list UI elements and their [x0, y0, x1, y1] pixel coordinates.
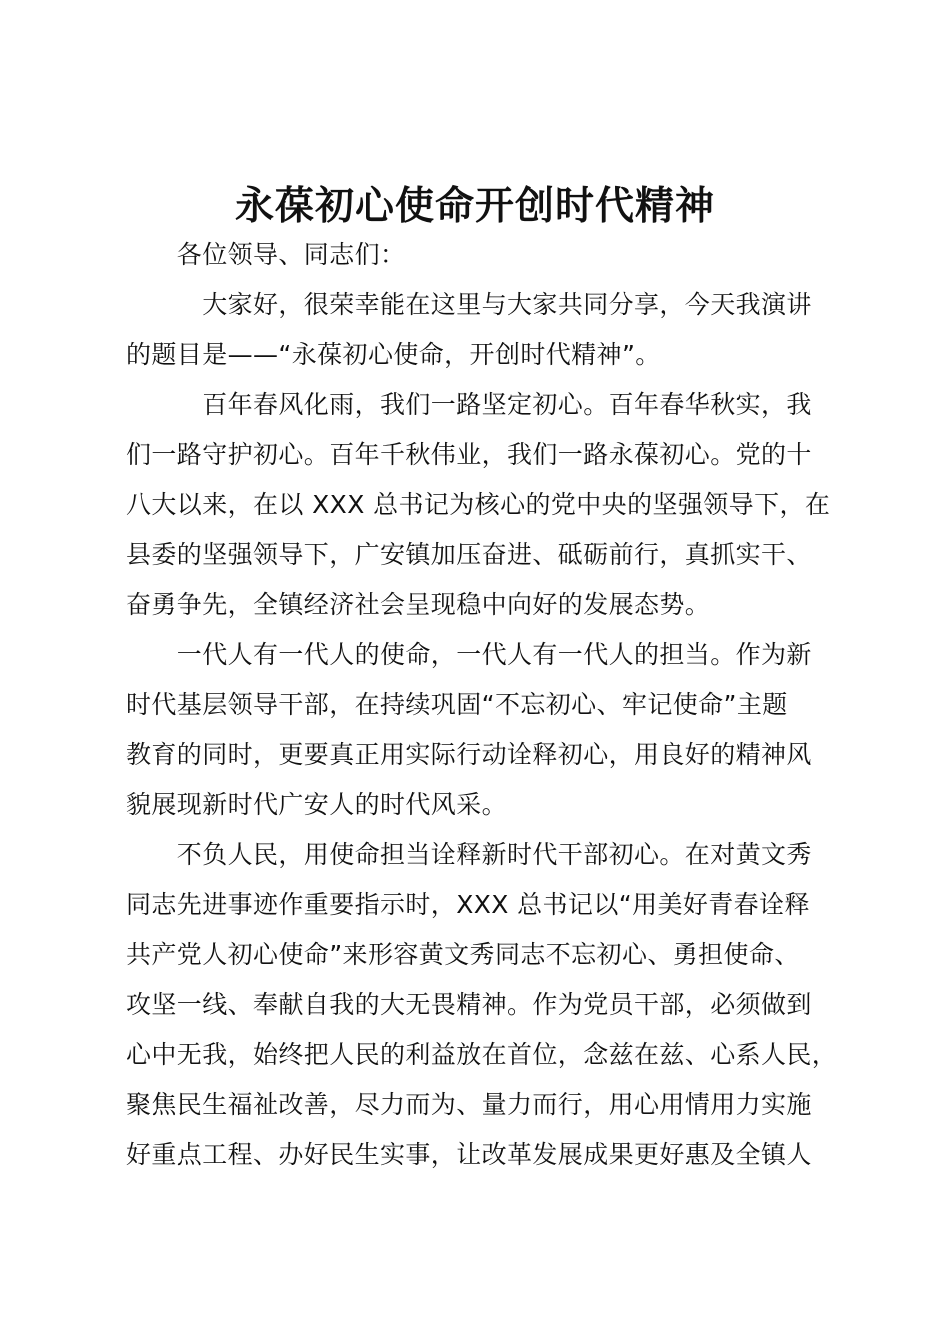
text-line: 们一路守护初心。百年千秋伟业，我们一路永葆初心。党的十	[126, 440, 812, 469]
text-line: 聚焦民生福祉改善，尽力而为、量力而行，用心用情用力实施	[126, 1090, 812, 1119]
text-line: 的题目是——“永葆初心使命，开创时代精神”。	[126, 340, 661, 369]
document-title: 永葆初心使命开创时代精神	[234, 184, 715, 229]
text-line: 奋勇争先，全镇经济社会呈现稳中向好的发展态势。	[126, 590, 711, 619]
text-line: 时代基层领导干部，在持续巩固“不忘初心、牢记使命”主题	[126, 690, 788, 719]
text-line: 好重点工程、办好民生实事，让改革发展成果更好惠及全镇人	[126, 1140, 812, 1169]
text-line: 貌展现新时代广安人的时代风采。	[126, 790, 508, 819]
text-line: 各位领导、同志们：	[126, 240, 406, 269]
text-line: 不负人民，用使命担当诠释新时代干部初心。在对黄文秀	[126, 840, 812, 869]
text-line: 心中无我，始终把人民的利益放在首位，念兹在兹、心系人民，	[126, 1040, 838, 1069]
text-line: 一代人有一代人的使命，一代人有一代人的担当。作为新	[126, 640, 812, 669]
text-line: 八大以来，在以 XXX 总书记为核心的党中央的坚强领导下，在	[126, 490, 831, 519]
text-line: 教育的同时，更要真正用实际行动诠释初心，用良好的精神风	[126, 740, 812, 769]
text-line: 攻坚一线、奉献自我的大无畏精神。作为党员干部，必须做到	[126, 990, 812, 1019]
text-line: 百年春风化雨，我们一路坚定初心。百年春华秋实，我	[126, 390, 812, 419]
text-line: 大家好，很荣幸能在这里与大家共同分享，今天我演讲	[126, 290, 812, 319]
text-line: 县委的坚强领导下，广安镇加压奋进、砥砺前行，真抓实干、	[126, 540, 812, 569]
text-line: 同志先进事迹作重要指示时，XXX 总书记以“用美好青春诠释	[126, 890, 810, 919]
text-line: 共产党人初心使命”来形容黄文秀同志不忘初心、勇担使命、	[126, 940, 800, 969]
